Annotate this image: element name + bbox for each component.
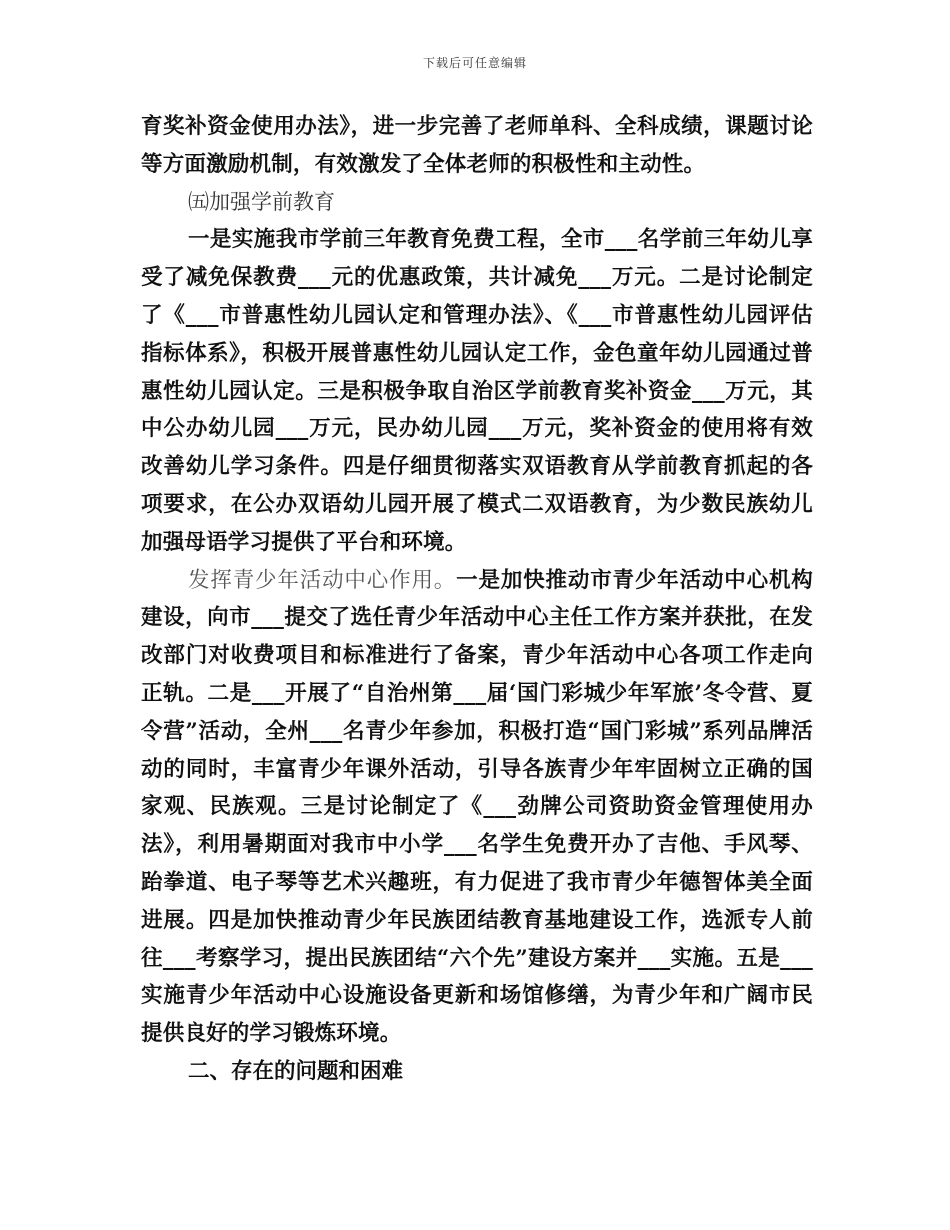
youth-center-lead: 发挥青少年活动中心作用。	[188, 567, 457, 593]
heading-preschool: ㈤加强学前教育	[188, 189, 335, 214]
document-body	[141, 108, 813, 1091]
page-header: 下载后可任意编辑	[422, 56, 527, 70]
heading-problems: 二、存在的问题和困难	[188, 1058, 404, 1084]
paragraph-preschool: 一是实施我市学前三年教育免费工程，全市___名学前三年幼儿享受了减免保教费___元的优惠政策，共计减免___万元。二是讨论制定了《___市普惠性幼儿园认定和管理办法》、《___市普惠性幼儿园评估指标体系》，积极开展普惠性幼儿园认定工作，金色童年幼儿园通过普惠性幼儿园认定。三是积极争取自治区学前教育奖补资金___万元，其中公办幼儿园___万元，民办幼儿园___万元，奖补资金的使用将有效改善幼儿学习条件。四是仔细贯彻落实双语教育从学前教育抓起的各项要求，在公办双语幼儿园开展了模式二双语教育，为少数民族幼儿加强母语学习提供了平台和环境。	[141, 227, 813, 555]
youth-center-body: 一是加快推动市青少年活动中心机构建设，向市___提交了选任青少年活动中心主任工作方案并获批，在发改部门对收费项目和标准进行了备案，青少年活动中心各项工作走向正轨。二是___开展了“自治州第___届‘国门彩城少年军旅’冬令营、夏令营”活动，全州___名青少年参加，积极打造“国门彩城”系列品牌活动的同时，丰富青少年课外活动，引导各族青少年牢固树立正确的国家观、民族观。三是讨论制定了《___劲牌公司资助资金管理使用办法》，利用暑期面对我市中小学___名学生免费开办了吉他、手风琴、跆拳道、电子琴等艺术兴趣班，有力促进了我市青少年德智体美全面进展。四是加快推动青少年民族团结教育基地建设工作，选派专人前往___考察学习，提出民族团结“六个先”建设方案并___实施。五是___实施青少年活动中心设施设备更新和场馆修缮，为青少年和广阔市民提供良好的学习锻炼环境。	[141, 567, 814, 1047]
paragraph-youth-center	[141, 562, 813, 1053]
paragraph-incentive: 育奖补资金使用办法》，进一步完善了老师单科、全科成绩，课题讨论等方面激励机制，有效激发了全体老师的积极性和主动性。	[141, 114, 813, 177]
